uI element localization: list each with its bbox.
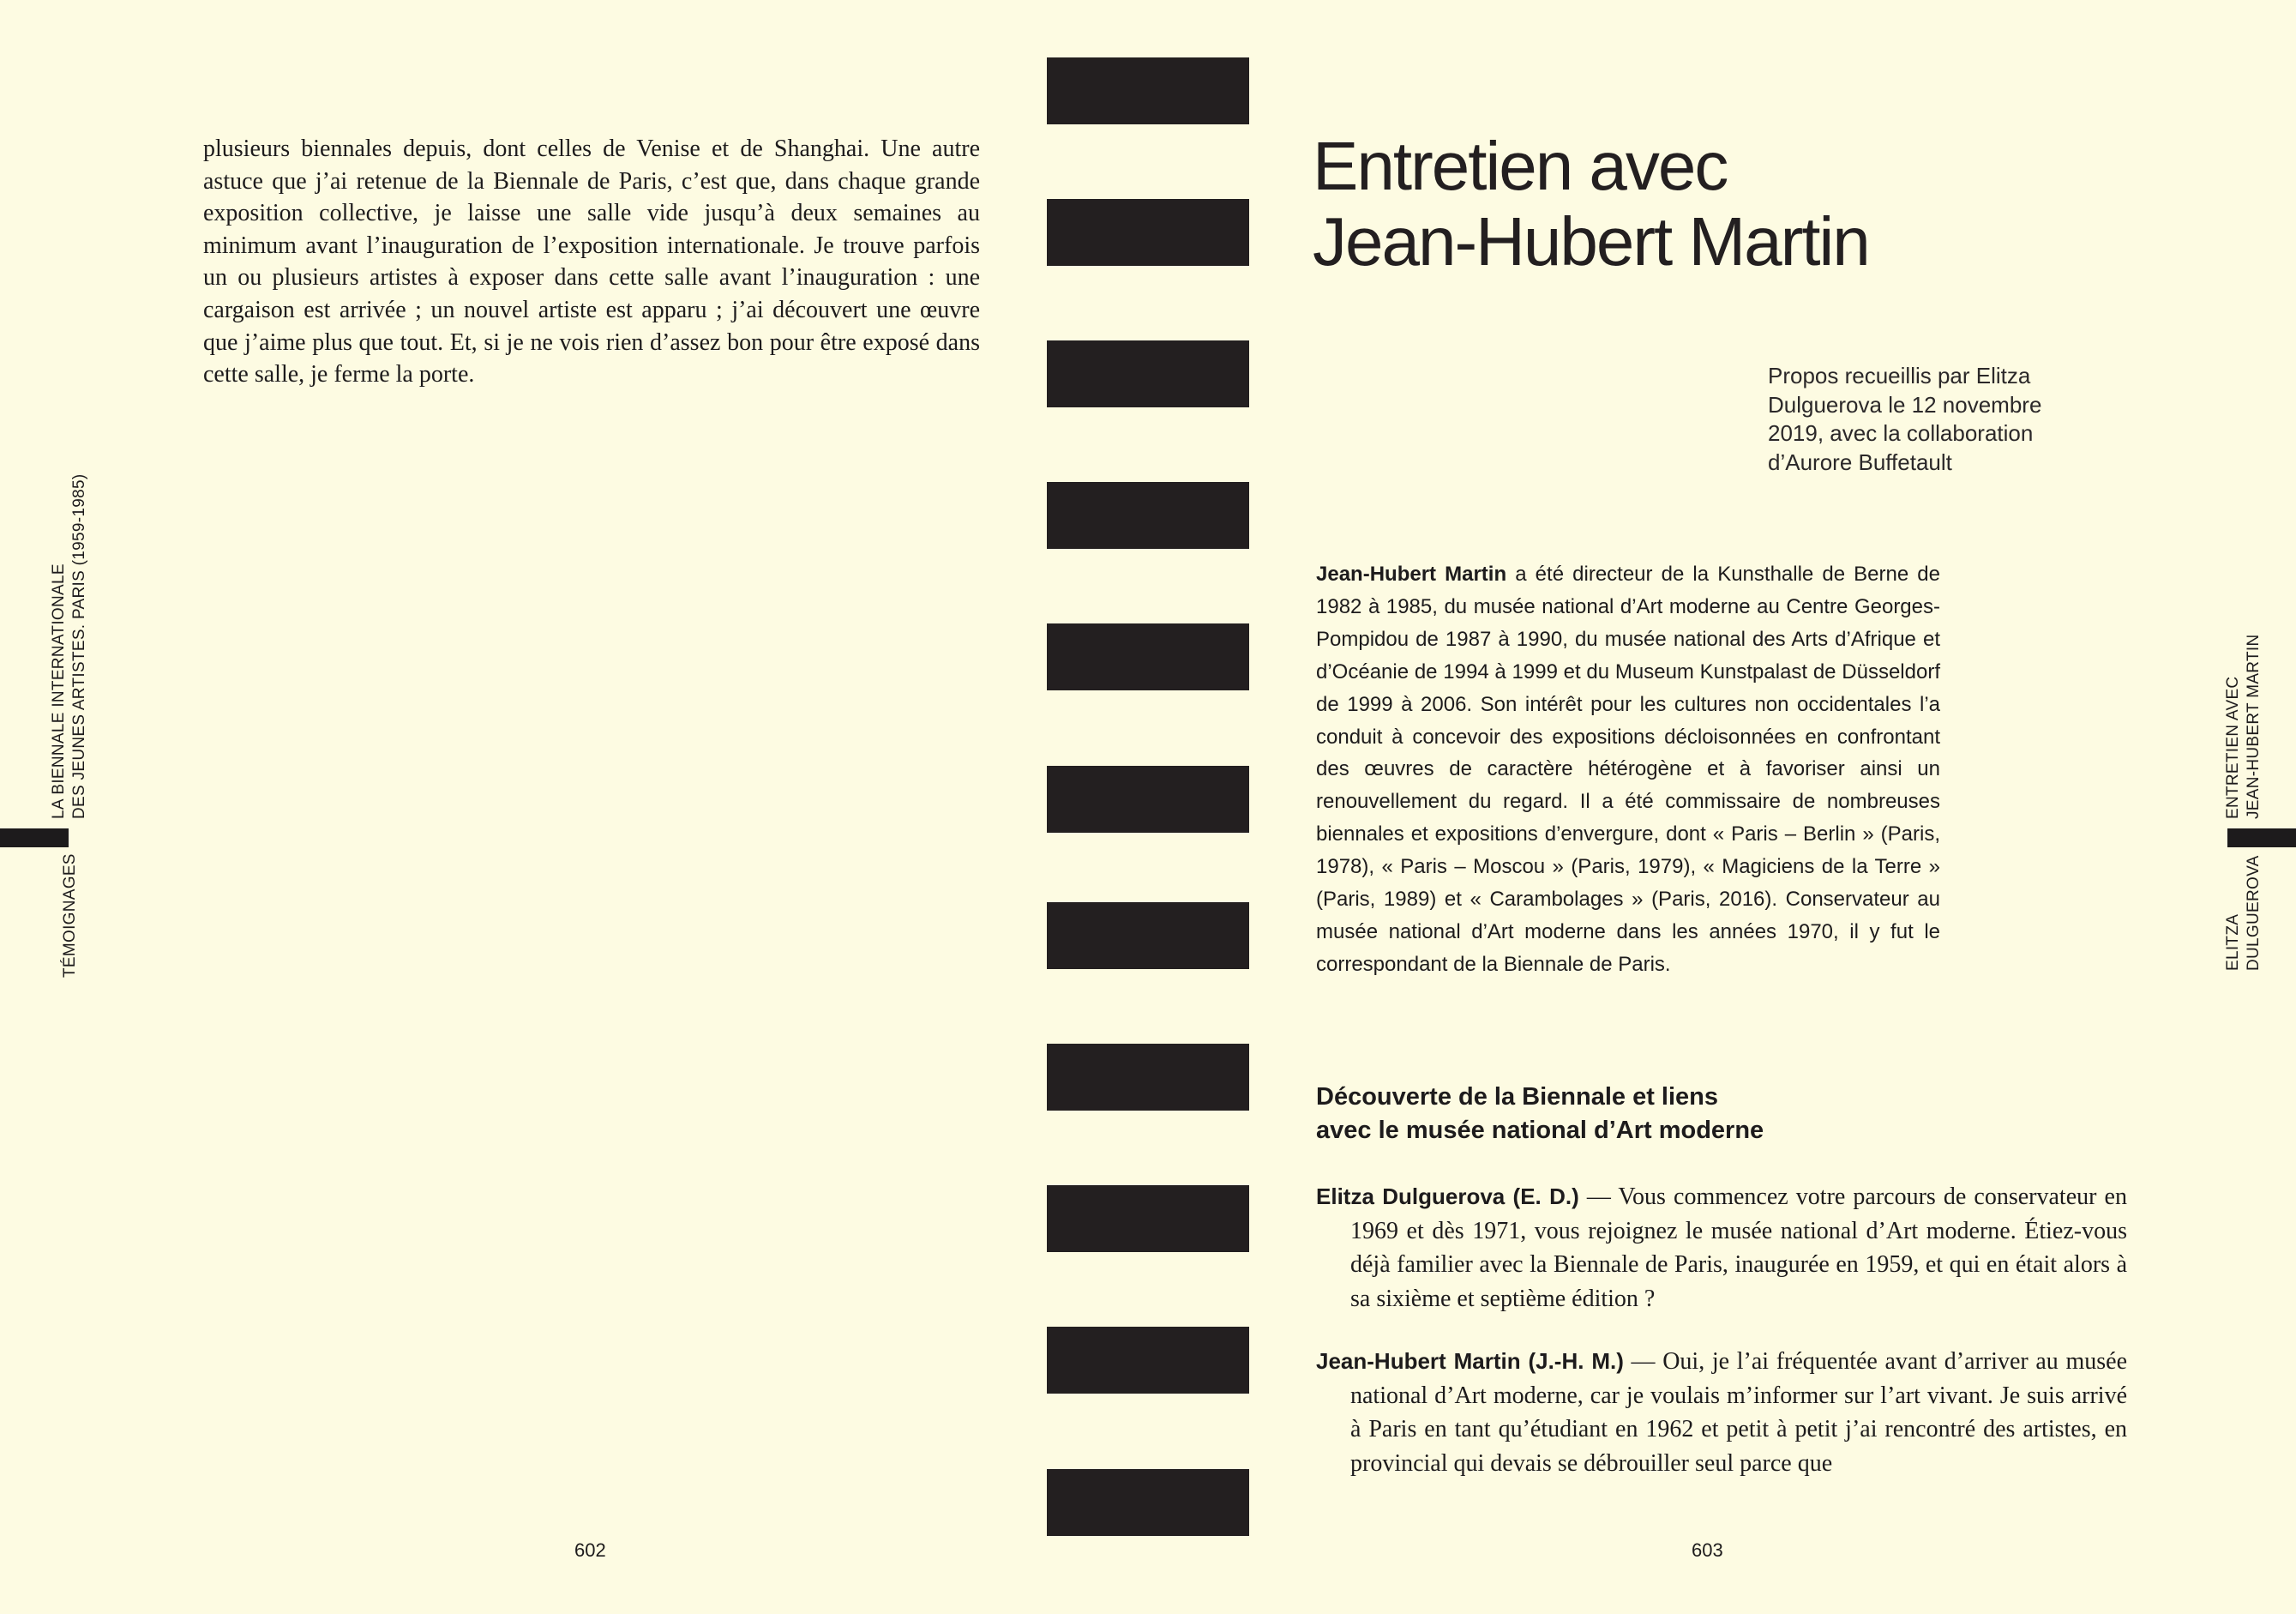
left-body-text: plusieurs biennales depuis, dont celles de Venise et de Shanghai. Une autre astuce que j’ai retenue de la Biennale de Paris, c’est que, dans chaque grande exposition collective, je laisse une salle vide jusqu’à deux semaines au minimum avant l’inauguration de l’exposition internationale. Je trouve parfois un ou plusieurs artistes à exposer dans cette salle avant l’inauguration : une cargaison est arrivée ; un nouvel artiste est apparu ; j’ai découvert une œuvre que j’aime plus que tout. Et, si je ne vois rien d’assez bon pour être exposé dans cette salle, je ferme la porte. bbox=[203, 136, 980, 388]
title-line2: Jean-Hubert Martin bbox=[1313, 203, 1869, 280]
bar bbox=[1047, 1469, 1249, 1536]
bar bbox=[1047, 1044, 1249, 1111]
answer-paragraph bbox=[1316, 1345, 2127, 1480]
bar bbox=[1047, 482, 1249, 549]
question-speaker: Elitza Dulguerova (E. D.) bbox=[1316, 1183, 1579, 1209]
right-spine-line2: JEAN-HUBERT MARTIN bbox=[2245, 634, 2263, 819]
right-spine-author bbox=[2223, 855, 2264, 971]
left-spine-section: TÉMOIGNAGES bbox=[61, 853, 79, 978]
question-text: — Vous commencez votre parcours de conservateur en 1969 et dès 1971, vous rejoignez le musée national d’Art moderne. Étiez-vous déjà familier avec la Biennale de Paris, inaugurée en 1959, et qui en était alors à sa sixième et septième édition ? bbox=[1350, 1183, 2127, 1312]
left-spine-line1: LA BIENNALE INTERNATIONALE bbox=[50, 563, 68, 819]
right-page-number: 603 bbox=[1692, 1539, 1723, 1561]
bar bbox=[1047, 199, 1249, 266]
answer-speaker: Jean-Hubert Martin (J.-H. M.) bbox=[1316, 1348, 1624, 1374]
answer-text: — Oui, je l’ai fréquentée avant d’arriver au musée national d’Art moderne, car je voulais m’informer sur l’art vivant. Je suis arrivé à Paris en tant qu’étudiant en 1962 et petit à petit j’ai rencontré des artistes, en provincial qui devais se débrouiller seul parce que bbox=[1350, 1348, 2127, 1477]
left-spine-title bbox=[49, 474, 90, 819]
right-spine-line1: ENTRETIEN AVEC bbox=[2224, 676, 2242, 819]
left-page-number: 602 bbox=[574, 1539, 606, 1561]
right-spine-author2: DULGUEROVA bbox=[2245, 855, 2263, 971]
left-spine-tab bbox=[0, 828, 69, 847]
heading-line2: avec le musée national d’Art moderne bbox=[1316, 1117, 1764, 1144]
bio-paragraph bbox=[1316, 558, 1940, 981]
bar bbox=[1047, 623, 1249, 690]
bio-text: a été directeur de la Kunsthalle de Berne de 1982 à 1985, du musée national d’Art moderne au Centre Georges-Pompidou de 1987 à 1990, du musée national des Arts d’Afrique et d’Océanie de 1994 à 1999 et du Museum Kunstpalast de Düsseldorf de 1999 à 2006. Son intérêt pour les cultures non occidentales l’a conduit à concevoir des expositions décloisonnées en confrontant des œuvres de caractère hétérogène et à favoriser ainsi un renouvellement du regard. Il a été commissaire de nombreuses biennales et expositions d’envergure, dont « Paris – Berlin » (Paris, 1978), « Paris – Moscou » (Paris, 1979), « Magiciens de la Terre » (Paris, 1989) et « Carambolages » (Paris, 2016). Conservateur au musée national d’Art moderne dans les années 1970, il y fut le correspondant de la Biennale de Paris. bbox=[1316, 563, 1941, 976]
interview-credit: Propos recueillis par Elitza Dulguerova le 12 novembre 2019, avec la collaboration d’Aurore Buffetault bbox=[1768, 363, 2042, 475]
bar bbox=[1047, 340, 1249, 407]
bar bbox=[1047, 902, 1249, 969]
section-heading bbox=[1316, 1081, 1764, 1147]
bio-name: Jean-Hubert Martin bbox=[1316, 563, 1507, 586]
question-paragraph bbox=[1316, 1180, 2127, 1316]
title-line1: Entretien avec bbox=[1313, 128, 1728, 204]
right-spine-author1: ELITZA bbox=[2224, 913, 2242, 971]
heading-line1: Découverte de la Biennale et liens bbox=[1316, 1083, 1719, 1111]
bar bbox=[1047, 1185, 1249, 1252]
bar bbox=[1047, 766, 1249, 833]
bar bbox=[1047, 1327, 1249, 1394]
page-title bbox=[1313, 129, 1869, 280]
right-spine-title bbox=[2223, 635, 2264, 820]
right-spine-tab bbox=[2227, 828, 2296, 847]
bar bbox=[1047, 57, 1249, 124]
left-spine-line2: DES JEUNES ARTISTES. PARIS (1959-1985) bbox=[70, 473, 88, 819]
